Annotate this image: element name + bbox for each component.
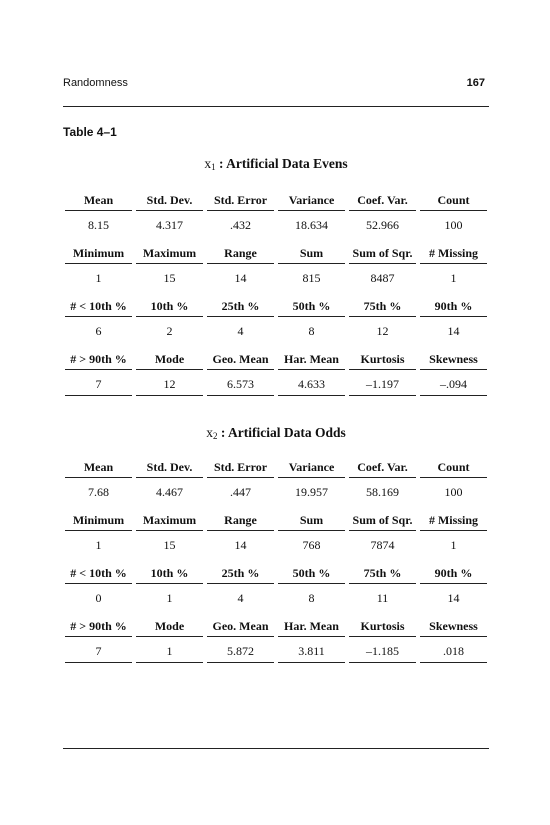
- stat-value: 7: [95, 377, 102, 391]
- header-underline: [65, 583, 132, 584]
- stat-value-cell: [134, 589, 205, 607]
- header-underline: [349, 583, 416, 584]
- header-underline: [349, 210, 416, 211]
- stat-header-row: [63, 458, 489, 476]
- stat-header-label: Har. Mean: [284, 352, 339, 366]
- stat-header-label: # > 90th %: [70, 619, 127, 633]
- header-underline: [65, 477, 132, 478]
- header-underline: [65, 636, 132, 637]
- stat-header-label: 90th %: [434, 299, 473, 313]
- stat-value: 12: [163, 377, 176, 391]
- stat-value: –1.185: [366, 644, 399, 658]
- value-underline: [207, 395, 274, 396]
- stat-value: 5.872: [227, 644, 254, 658]
- stat-header-cell: [134, 297, 205, 315]
- stat-value: 100: [444, 485, 463, 499]
- stat-header-label: Sum of Sqr.: [352, 513, 413, 527]
- stat-value-row: [63, 483, 489, 501]
- header-underline: [420, 477, 487, 478]
- stat-header-label: Skewness: [429, 619, 478, 633]
- header-underline: [136, 477, 203, 478]
- stat-value: 4.633: [298, 377, 325, 391]
- stat-value: 1: [450, 538, 457, 552]
- stat-header-row: [63, 191, 489, 209]
- stat-header-label: Mean: [83, 193, 114, 207]
- stat-header-cell: [63, 244, 134, 262]
- stat-value-cell: [418, 322, 489, 340]
- stat-header-cell: [205, 191, 276, 209]
- section-title-text: : Artificial Data Evens: [219, 156, 348, 171]
- stat-value: 12: [376, 324, 389, 338]
- stat-header-cell: [134, 564, 205, 582]
- section-title-text: : Artificial Data Odds: [220, 425, 346, 440]
- stat-header-cell: [63, 191, 134, 209]
- stat-value: 4: [237, 591, 244, 605]
- stat-header-row: [63, 244, 489, 262]
- stat-header-cell: [276, 511, 347, 529]
- header-underline: [65, 530, 132, 531]
- stat-header-label: Sum: [299, 513, 324, 527]
- stat-header-label: Variance: [288, 193, 335, 207]
- stat-header-cell: [63, 458, 134, 476]
- stat-value: 14: [447, 591, 460, 605]
- stat-header-label: # Missing: [428, 513, 478, 527]
- section-title: [63, 425, 489, 441]
- stat-header-row: [63, 511, 489, 529]
- stat-header-cell: [347, 511, 418, 529]
- stat-value: 7.68: [88, 485, 109, 499]
- stat-header-cell: [134, 244, 205, 262]
- stat-header-label: Range: [224, 246, 257, 260]
- stat-header-label: Sum: [299, 246, 324, 260]
- stat-value: 768: [302, 538, 321, 552]
- stat-header-cell: [63, 617, 134, 635]
- stat-value: 14: [234, 271, 247, 285]
- stat-value-cell: [63, 536, 134, 554]
- stat-value: 8: [308, 591, 315, 605]
- stat-header-label: Maximum: [142, 513, 197, 527]
- stat-value-cell: [347, 642, 418, 660]
- value-underline: [207, 662, 274, 663]
- stat-header-label: Maximum: [142, 246, 197, 260]
- stat-value-cell: [134, 322, 205, 340]
- stat-header-cell: [347, 297, 418, 315]
- stat-value: 8: [308, 324, 315, 338]
- stat-header-label: Geo. Mean: [212, 619, 269, 633]
- stat-value-row: [63, 322, 489, 340]
- header-underline: [136, 369, 203, 370]
- stat-value: 15: [163, 538, 176, 552]
- stat-header-cell: [418, 297, 489, 315]
- stat-value-cell: [205, 216, 276, 234]
- stat-header-cell: [418, 458, 489, 476]
- value-underline: [65, 395, 132, 396]
- running-title: Randomness: [63, 77, 128, 89]
- header-underline: [136, 636, 203, 637]
- variable-name: $x_1$: [204, 156, 216, 172]
- stat-value: 1: [95, 271, 102, 285]
- stat-value: 19.957: [295, 485, 328, 499]
- stat-value-cell: [205, 483, 276, 501]
- stat-header-label: 10th %: [150, 566, 189, 580]
- stat-value: .432: [230, 218, 251, 232]
- stat-header-cell: [205, 350, 276, 368]
- stat-value-cell: [205, 642, 276, 660]
- stat-value-cell: [276, 589, 347, 607]
- stat-header-label: Count: [437, 193, 470, 207]
- stat-header-cell: [347, 350, 418, 368]
- stat-header-label: 50th %: [292, 566, 331, 580]
- stat-value-cell: [134, 483, 205, 501]
- stat-header-label: 10th %: [150, 299, 189, 313]
- value-underline: [420, 395, 487, 396]
- stat-header-label: Skewness: [429, 352, 478, 366]
- header-underline: [65, 316, 132, 317]
- stat-header-row: [63, 564, 489, 582]
- stat-value-cell: [205, 375, 276, 393]
- stat-value-cell: [418, 375, 489, 393]
- header-underline: [207, 636, 274, 637]
- stat-value-cell: [276, 536, 347, 554]
- stat-header-cell: [276, 564, 347, 582]
- stat-header-label: Std. Dev.: [146, 193, 193, 207]
- stat-value: 0: [95, 591, 102, 605]
- stat-header-label: Std. Error: [213, 193, 268, 207]
- stat-header-label: Minimum: [72, 246, 125, 260]
- stat-value-cell: [276, 322, 347, 340]
- stat-value-cell: [63, 322, 134, 340]
- stat-value-cell: [418, 269, 489, 287]
- stat-value: 14: [234, 538, 247, 552]
- stat-header-cell: [347, 564, 418, 582]
- stat-header-label: Coef. Var.: [357, 460, 408, 474]
- value-underline: [420, 662, 487, 663]
- stat-value: 8487: [370, 271, 395, 285]
- stat-value: 2: [166, 324, 173, 338]
- header-underline: [136, 583, 203, 584]
- footer-rule: [63, 748, 489, 749]
- stat-value: –.094: [440, 377, 467, 391]
- header-underline: [207, 263, 274, 264]
- stat-value: 3.811: [298, 644, 325, 658]
- header-underline: [278, 369, 345, 370]
- stat-header-label: Minimum: [72, 513, 125, 527]
- stat-header-cell: [205, 244, 276, 262]
- stat-value-row: [63, 269, 489, 287]
- stat-value: 14: [447, 324, 460, 338]
- header-underline: [278, 636, 345, 637]
- stat-header-cell: [418, 617, 489, 635]
- stat-value: 4: [237, 324, 244, 338]
- stat-header-label: 75th %: [363, 566, 402, 580]
- stat-header-label: Sum of Sqr.: [352, 246, 413, 260]
- stat-value-cell: [205, 536, 276, 554]
- stat-value-cell: [134, 536, 205, 554]
- stat-header-cell: [134, 617, 205, 635]
- value-underline: [278, 662, 345, 663]
- stat-value-row: [63, 375, 489, 393]
- stat-header-label: Range: [224, 513, 257, 527]
- stat-header-cell: [63, 350, 134, 368]
- stat-value-cell: [63, 483, 134, 501]
- stat-value-cell: [347, 322, 418, 340]
- stat-value-cell: [134, 216, 205, 234]
- stat-value-cell: [63, 216, 134, 234]
- stat-value-cell: [418, 536, 489, 554]
- value-underline: [349, 662, 416, 663]
- header-underline: [420, 263, 487, 264]
- stat-header-cell: [418, 350, 489, 368]
- stat-value: .018: [443, 644, 464, 658]
- stat-header-cell: [205, 458, 276, 476]
- stat-header-label: Variance: [288, 460, 335, 474]
- stat-value: 11: [376, 591, 389, 605]
- stat-value-cell: [347, 589, 418, 607]
- value-underline: [349, 395, 416, 396]
- stat-header-cell: [276, 191, 347, 209]
- stat-value: 18.634: [295, 218, 328, 232]
- header-underline: [65, 210, 132, 211]
- stat-header-cell: [276, 617, 347, 635]
- header-underline: [349, 263, 416, 264]
- header-underline: [136, 530, 203, 531]
- stat-header-cell: [63, 564, 134, 582]
- stat-value: 7874: [370, 538, 395, 552]
- stat-value-cell: [347, 536, 418, 554]
- stat-value: 4.467: [156, 485, 183, 499]
- stat-value: 58.169: [366, 485, 399, 499]
- stat-value: 4.317: [156, 218, 183, 232]
- header-underline: [278, 477, 345, 478]
- stat-header-label: # < 10th %: [70, 566, 127, 580]
- stat-header-label: Kurtosis: [360, 619, 405, 633]
- stat-value-cell: [134, 642, 205, 660]
- header-underline: [278, 263, 345, 264]
- stat-value-cell: [134, 375, 205, 393]
- header-underline: [207, 369, 274, 370]
- stat-value: 52.966: [366, 218, 399, 232]
- stat-value-row: [63, 536, 489, 554]
- stat-value-cell: [205, 322, 276, 340]
- stat-header-label: 75th %: [363, 299, 402, 313]
- stat-header-cell: [418, 191, 489, 209]
- stat-header-row: [63, 617, 489, 635]
- stat-value: .447: [230, 485, 251, 499]
- stat-value-cell: [205, 269, 276, 287]
- stat-header-label: # Missing: [428, 246, 478, 260]
- header-underline: [349, 369, 416, 370]
- stat-value-cell: [276, 216, 347, 234]
- stat-header-label: Mean: [83, 460, 114, 474]
- stat-header-label: 25th %: [221, 299, 260, 313]
- stat-value-cell: [418, 216, 489, 234]
- header-underline: [207, 210, 274, 211]
- stat-header-cell: [347, 617, 418, 635]
- stat-value-cell: [347, 375, 418, 393]
- header-underline: [420, 636, 487, 637]
- stat-value-row: [63, 589, 489, 607]
- header-underline: [65, 369, 132, 370]
- header-underline: [420, 316, 487, 317]
- value-underline: [65, 662, 132, 663]
- stat-header-cell: [276, 244, 347, 262]
- stat-header-cell: [418, 244, 489, 262]
- stat-header-row: [63, 297, 489, 315]
- stat-value-cell: [276, 483, 347, 501]
- header-underline: [136, 263, 203, 264]
- header-underline: [349, 636, 416, 637]
- stat-header-cell: [347, 191, 418, 209]
- header-underline: [136, 316, 203, 317]
- stat-header-label: Coef. Var.: [357, 193, 408, 207]
- stat-value: 100: [444, 218, 463, 232]
- stat-header-label: Std. Error: [213, 460, 268, 474]
- stat-header-cell: [134, 191, 205, 209]
- stat-value-row: [63, 216, 489, 234]
- header-underline: [278, 316, 345, 317]
- stat-value-cell: [276, 269, 347, 287]
- stat-value-cell: [63, 375, 134, 393]
- stat-value-cell: [205, 589, 276, 607]
- stat-value: –1.197: [366, 377, 399, 391]
- stat-header-label: 25th %: [221, 566, 260, 580]
- stat-header-row: [63, 350, 489, 368]
- stat-header-cell: [205, 297, 276, 315]
- variable-name: $x_2$: [206, 425, 218, 441]
- header-rule: [63, 106, 489, 107]
- header-underline: [278, 530, 345, 531]
- header-underline: [136, 210, 203, 211]
- stat-header-cell: [347, 458, 418, 476]
- stat-value-cell: [347, 269, 418, 287]
- stat-header-cell: [347, 244, 418, 262]
- stat-header-cell: [418, 564, 489, 582]
- stat-header-cell: [134, 350, 205, 368]
- page-number: 167: [466, 77, 485, 89]
- stat-value-cell: [418, 483, 489, 501]
- stat-header-cell: [63, 297, 134, 315]
- stat-value-cell: [63, 589, 134, 607]
- stat-value-cell: [63, 269, 134, 287]
- stat-value: 815: [302, 271, 321, 285]
- header-underline: [420, 583, 487, 584]
- page-header: [63, 77, 488, 93]
- stat-header-cell: [134, 458, 205, 476]
- header-underline: [349, 530, 416, 531]
- stat-value-cell: [134, 269, 205, 287]
- header-underline: [278, 583, 345, 584]
- stat-header-label: # > 90th %: [70, 352, 127, 366]
- stat-value: 6: [95, 324, 102, 338]
- stat-value-cell: [276, 375, 347, 393]
- header-underline: [349, 477, 416, 478]
- stat-value: 1: [450, 271, 457, 285]
- stat-value-cell: [347, 216, 418, 234]
- stat-header-label: # < 10th %: [70, 299, 127, 313]
- stat-value: 6.573: [227, 377, 254, 391]
- stat-header-label: Har. Mean: [284, 619, 339, 633]
- stat-header-label: Geo. Mean: [212, 352, 269, 366]
- header-underline: [278, 210, 345, 211]
- section-title: [63, 156, 489, 172]
- stat-header-cell: [63, 511, 134, 529]
- stat-value: 1: [166, 644, 173, 658]
- stat-value-cell: [418, 589, 489, 607]
- stat-header-cell: [276, 350, 347, 368]
- header-underline: [207, 316, 274, 317]
- stat-header-label: 50th %: [292, 299, 331, 313]
- stat-header-label: Count: [437, 460, 470, 474]
- stat-header-cell: [205, 617, 276, 635]
- stat-header-label: Std. Dev.: [146, 460, 193, 474]
- header-underline: [420, 210, 487, 211]
- header-underline: [207, 530, 274, 531]
- stat-value-cell: [276, 642, 347, 660]
- stat-value-cell: [347, 483, 418, 501]
- stat-header-label: Mode: [154, 352, 185, 366]
- stat-header-cell: [418, 511, 489, 529]
- table-label: Table 4–1: [63, 125, 117, 139]
- header-underline: [65, 263, 132, 264]
- stat-header-cell: [134, 511, 205, 529]
- stat-header-cell: [276, 297, 347, 315]
- header-underline: [420, 530, 487, 531]
- stat-value: 15: [163, 271, 176, 285]
- stat-value-row: [63, 642, 489, 660]
- stat-value: 1: [95, 538, 102, 552]
- stat-value: 7: [95, 644, 102, 658]
- stat-header-label: 90th %: [434, 566, 473, 580]
- stat-value-cell: [63, 642, 134, 660]
- header-underline: [349, 316, 416, 317]
- value-underline: [278, 395, 345, 396]
- header-underline: [420, 369, 487, 370]
- stat-value-cell: [418, 642, 489, 660]
- stat-header-label: Kurtosis: [360, 352, 405, 366]
- header-underline: [207, 583, 274, 584]
- header-underline: [207, 477, 274, 478]
- stat-header-cell: [205, 511, 276, 529]
- stat-value: 1: [166, 591, 173, 605]
- stat-value: 8.15: [88, 218, 109, 232]
- value-underline: [136, 395, 203, 396]
- stat-header-cell: [276, 458, 347, 476]
- stat-header-label: Mode: [154, 619, 185, 633]
- value-underline: [136, 662, 203, 663]
- stat-header-cell: [205, 564, 276, 582]
